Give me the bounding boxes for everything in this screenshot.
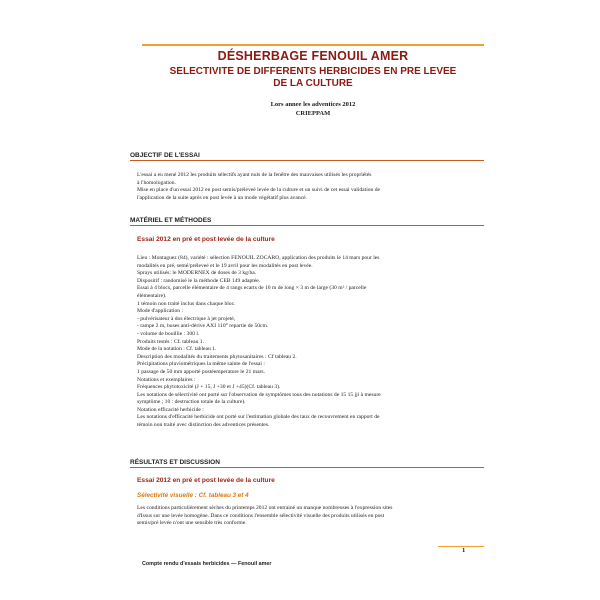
text-line: Fréquences phytotoxicité (J + 15, J +30 et J +45)(Cf. tableau 3).: [137, 384, 281, 391]
text-line: - rampe 2 m, buses anti-dérive AXI 110° repartie de 50cm.: [137, 323, 269, 330]
text-line: témoin non traité avec distinction des adventices présentes.: [137, 422, 270, 429]
results-subheading: Essai 2012 en pré et post levée de la culture: [137, 477, 275, 484]
text-line: L'essai a eu mené 2012 les produits sélectifs ayant nuls de la fenêtre des mauvaises utilisés les propriétés: [137, 172, 372, 178]
results-body: [137, 505, 482, 528]
text-line: Notations et exemplaires :: [137, 376, 196, 383]
text-line: 1 passage de 50 mm apporté postéemperature le 21 mars.: [137, 368, 265, 375]
subtitle-line-2: DE LA CULTURE: [273, 78, 353, 89]
document-subtitle: [142, 66, 484, 90]
text-line: Les conditions particulièrement sèches du printemps 2012 ont entrainé un manque nombreuses à l'expression sites: [137, 505, 393, 511]
section-rule: [130, 467, 484, 468]
text-line: - pulvérisateur à dos électrique à jet projeté,: [137, 315, 236, 322]
text-line: l'application de la suite après en post levée à un mode végétatif plus avancé.: [137, 194, 308, 201]
text-line: Les notations de sélectivité ont porté sur l'observation de symptômes tous des notations de 15 15 jji à mesure: [137, 391, 381, 398]
document-title: DÉSHERBAGE FENOUIL AMER: [217, 49, 409, 63]
text-line: Sprays utilisés: le MODERNEX de doses de 3 kg/ha.: [137, 270, 257, 277]
objective-paragraph-1: [137, 172, 482, 187]
subtitle-line-1: SÉLECTIVITÉ DE DIFFÉRENTS HERBICIDES EN PRÉ LEVÉE: [169, 66, 457, 77]
text-line: Dispositif : randomisé le la méthode CEB 149 adaptée.: [137, 277, 261, 284]
objective-paragraph-2: [137, 187, 482, 202]
text-line: Mode d'application :: [137, 308, 184, 315]
section-heading-label: RÉSULTATS ET DISCUSSION: [130, 459, 220, 466]
text-line: à l'homologation.: [137, 179, 176, 186]
author-line-2: CRIEPPAM: [295, 110, 331, 117]
text-line: Essai à 4 blocs, parcelle élémentaire de 4 rangs ecarts de 10 m de long × 3 m de large (30 m² / parcelle: [137, 285, 367, 292]
text-line: modalités en pré, semé/préleveé et le 19 avril pour les modalités en post levée.: [137, 262, 313, 269]
results-subsubheading: Sélectivité visuelle : Cf. tableau 3 et 4: [137, 492, 249, 499]
author-line-1: Lors annee les adventices 2012: [270, 101, 356, 108]
section-heading-label: OBJECTIF DE L'ESSAI: [130, 152, 200, 159]
text-line: Description des modalités du traitements phytosanitaires : Cf tableau 2.: [137, 353, 297, 360]
page-number: 1: [462, 547, 466, 554]
section-rule: [130, 225, 484, 226]
text-line: Les notations d'efficacité herbicide ont porté sur l'estimation globale des taux de recouvrement en rapport de: [137, 414, 380, 421]
text-line: symptôme ; 10 : destruction totale de la culture).: [137, 399, 246, 406]
material-subheading: Essai 2012 en pré et post levée de la culture: [137, 236, 275, 243]
section-material-heading: [130, 217, 484, 226]
material-body: [137, 255, 482, 430]
text-line: Produits testés : Cf. tableau 1.: [137, 338, 204, 345]
text-line: Précipitations pluviométriques la même sainte de l'essai :: [137, 361, 265, 368]
top-rule: [142, 44, 484, 46]
text-line: Notation efficacité herbicide :: [137, 406, 204, 413]
section-results-heading: [130, 459, 484, 468]
page-footer: Compte rendu d'essais herbicides — Fenouil amer: [142, 561, 272, 567]
section-objective-heading: [130, 152, 484, 161]
text-line: Mode de la notation : Cf. tableau 1.: [137, 346, 217, 353]
text-line: 1 témoin non traité inclus dans chaque bloc.: [137, 300, 236, 307]
text-line: Mise en place d'un essai 2012 en post semis/préleveé levée de la culture et un suivi de cet essai validation de: [137, 187, 381, 193]
text-line: - volume de bouillie : 300 l.: [137, 330, 200, 337]
page-number-rule: [438, 546, 484, 547]
text-line: d'Issus sur une levée homogène. Dans ce conditions l'ensemble sélectivité visuelle des produits utilisés en post: [137, 512, 385, 519]
section-rule: [130, 160, 484, 161]
text-line: semis/pré levée n'ont une sensible très conforme.: [137, 520, 247, 527]
text-line: élémentaire).: [137, 292, 167, 299]
text-line: Lieu : Montaguez (84), variété : sélection FENOUIL ZOCARO, application des produits le 14 mars pour les: [137, 255, 380, 261]
section-heading-label: MATÉRIEL ET MÉTHODES: [130, 217, 212, 224]
